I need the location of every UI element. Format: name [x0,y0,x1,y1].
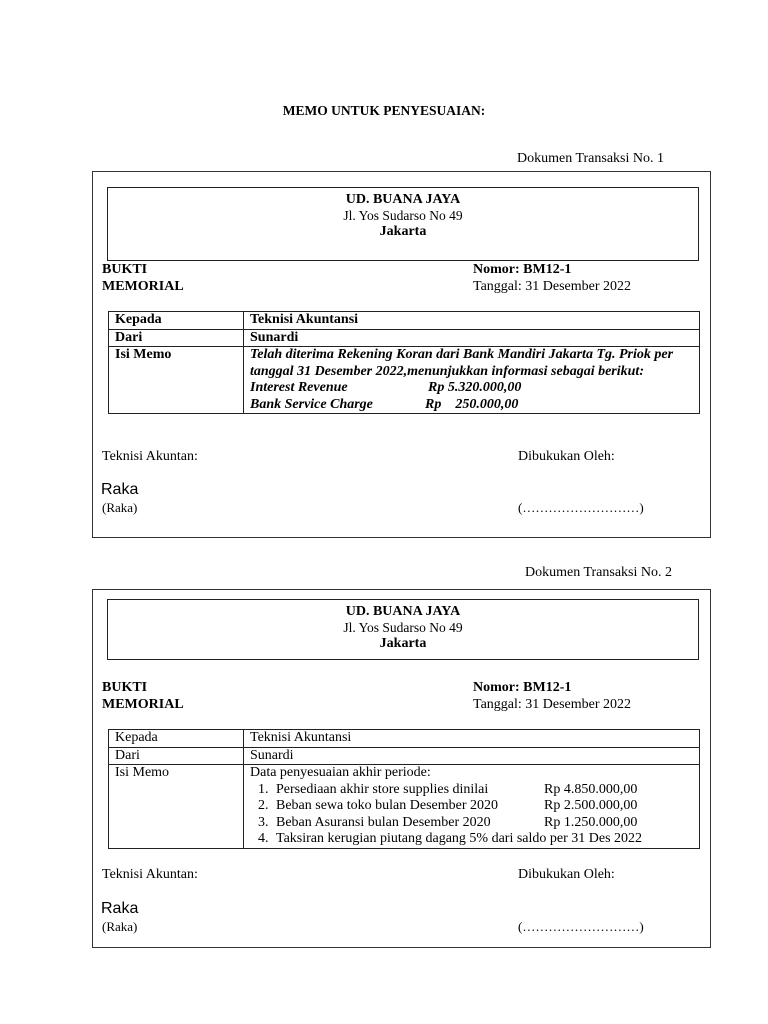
doc1-kepada-label: Kepada [109,312,244,330]
doc2-memorial: MEMORIAL [102,697,184,712]
doc2-isi-label: Isi Memo [109,765,244,849]
table-row [109,747,700,765]
doc1-line1-amount: Rp 5.320.000,00 [428,380,522,395]
doc2-bukti-memorial [102,679,184,713]
doc1-line2 [250,397,693,414]
table-row [109,730,700,748]
doc2-kepada-label: Kepada [109,730,244,748]
table-row [109,765,700,849]
doc2-company-name: UD. BUANA JAYA [345,604,461,619]
doc2-dibukukan-label: Dibukukan Oleh: [518,867,615,882]
doc1-signature-name: Raka [101,481,139,498]
table-row [109,312,700,330]
doc2-isi-text: Data penyesuaian akhir periode: [250,765,431,780]
doc2-number-date [473,679,631,713]
doc2-dots-placeholder: (………………………) [518,919,644,934]
doc2-memo-table [108,729,700,849]
doc2-company-city: Jakarta [379,636,427,651]
doc2-nomor: Nomor: BM12-1 [473,680,572,695]
doc1-kepada-value: Teknisi Akuntansi [244,312,700,330]
table-row [109,329,700,347]
doc1-company-header [107,187,699,261]
doc1-memorial: MEMORIAL [102,279,184,294]
doc1-dibukukan-label: Dibukukan Oleh: [518,449,615,464]
doc1-isi-label: Isi Memo [109,347,244,414]
doc1-line2-amount: Rp 250.000,00 [425,396,519,412]
doc2-company-address: Jl. Yos Sudarso No 49 [343,620,463,635]
doc1-memo-table [108,311,700,414]
doc1-company-city: Jakarta [379,224,427,239]
doc2-kepada-value: Teknisi Akuntansi [244,730,700,748]
doc2-signature-paren: (Raka) [102,919,138,934]
doc2-company-header [107,599,699,660]
page-title: MEMO UNTUK PENYESUAIAN: [282,103,486,118]
doc2-item-amount: Rp 1.250.000,00 [544,814,638,830]
doc2-signature-name: Raka [101,900,139,917]
doc1-dots-placeholder: (………………………) [518,500,644,515]
doc2-item-text: Persediaan akhir store supplies dinilai [276,781,489,797]
doc1-bukti-memorial [102,261,184,295]
list-item [272,798,693,815]
doc1-number-date [473,261,631,295]
doc2-item-amount: Rp 2.500.000,00 [544,798,638,813]
doc2-isi-cell [244,765,700,849]
doc2-item-text: Taksiran kerugian piutang dagang 5% dari saldo per 31 Des 2022 [276,831,643,846]
doc1-teknisi-label: Teknisi Akuntan: [102,449,198,464]
doc1-line2-label: Bank Service Charge [250,396,373,412]
doc1-dari-label: Dari [109,329,244,347]
doc2-dari-value: Sunardi [244,747,700,765]
doc1-isi-text: Telah diterima Rekening Koran dari Bank Mandiri Jakarta Tg. Priok per tanggal 31 Desember 2022,menunjukkan informasi sebagai berikut: [250,347,674,379]
doc2-item-text: Beban Asuransi bulan Desember 2020 [276,814,491,830]
doc2-teknisi-label: Teknisi Akuntan: [102,867,198,882]
doc2-item-amount: Rp 4.850.000,00 [544,781,638,797]
doc2-bukti: BUKTI [102,680,148,695]
list-item [272,831,693,848]
doc2-item-text: Beban sewa toko bulan Desember 2020 [276,798,498,813]
doc1-isi-cell [244,347,700,414]
doc2-label: Dokumen Transaksi No. 2 [525,565,673,580]
doc1-dari-value: Sunardi [244,329,700,347]
doc1-nomor: Nomor: BM12-1 [473,262,572,277]
doc2-tanggal: Tanggal: 31 Desember 2022 [473,697,632,712]
list-item [272,782,693,799]
doc1-tanggal: Tanggal: 31 Desember 2022 [473,279,632,294]
table-row [109,347,700,414]
doc1-company-address: Jl. Yos Sudarso No 49 [343,208,463,223]
doc1-line1-label: Interest Revenue [250,380,348,395]
doc1-bukti: BUKTI [102,262,148,277]
doc1-line1 [250,380,693,397]
doc2-items-list [250,782,693,848]
list-item [272,815,693,832]
doc1-company-name: UD. BUANA JAYA [345,192,461,207]
doc1-label: Dokumen Transaksi No. 1 [517,151,665,166]
doc2-dari-label: Dari [109,747,244,765]
doc1-signature-paren: (Raka) [102,500,138,515]
